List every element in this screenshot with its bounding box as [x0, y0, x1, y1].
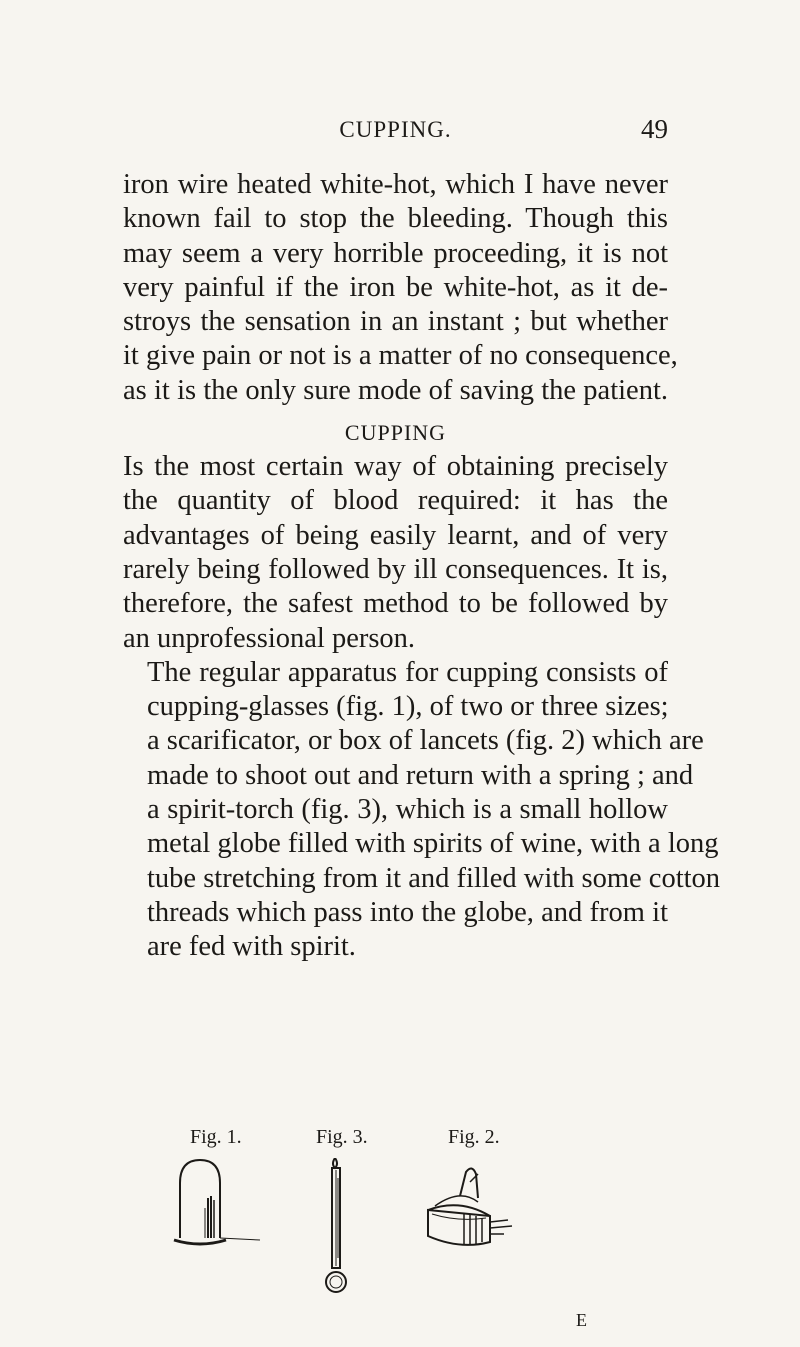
spirit-torch-icon: [326, 1158, 346, 1292]
text-line: iron wire heated white-hot, which I have never: [123, 169, 668, 200]
text-line: an unprofessional person.: [123, 622, 416, 654]
paragraph-2: [123, 450, 668, 656]
text-line: as it is the only sure mode of saving the patient.: [123, 374, 668, 406]
text-line: The regular apparatus for cupping consists of: [147, 656, 668, 688]
fig1-label: Fig. 1.: [190, 1126, 242, 1148]
text-line: are fed with spirit.: [147, 931, 356, 963]
text-line: Is the most certain way of obtaining precisely: [123, 451, 668, 483]
text-line: metal globe filled with spirits of wine, with a long: [147, 828, 719, 860]
body-text: [123, 168, 721, 965]
scarificator-icon: [428, 1168, 512, 1244]
paragraph-1: [123, 168, 678, 408]
text-line: it give pain or not is a matter of no consequence,: [123, 340, 678, 372]
apparatus-figures: [160, 1158, 620, 1308]
text-line: a spirit-torch (fig. 3), which is a small hollow: [147, 794, 668, 826]
running-title: CUPPING.: [339, 117, 452, 142]
paragraph-3: [123, 656, 721, 965]
cupping-glass-icon: [174, 1160, 260, 1244]
text-line: tube stretching from it and filled with some cotton: [147, 862, 721, 894]
text-line: the quantity of blood required: it has the: [123, 485, 668, 517]
text-line: made to shoot out and return with a spring ; and: [147, 759, 694, 791]
text-line: rarely being followed by ill consequences. It is,: [123, 553, 668, 585]
text-line: may seem a very horrible proceeding, it is not: [123, 237, 668, 269]
text-line: therefore, the safest method to be followed by: [123, 588, 668, 620]
text-line: a scarificator, or box of lancets (fig. 2) which are: [147, 725, 704, 757]
running-head: [123, 114, 668, 148]
text-line: known fail to stop the bleeding. Though this: [123, 203, 668, 235]
text-line: very painful if the iron be white-hot, as it de-: [123, 271, 668, 303]
text-line: advantages of being easily learnt, and of very: [123, 519, 668, 551]
fig3-label: Fig. 3.: [316, 1126, 368, 1148]
signature-mark: E: [576, 1310, 587, 1330]
page-number: 49: [641, 114, 668, 144]
fig2-label: Fig. 2.: [448, 1126, 500, 1148]
figure-labels: [190, 1126, 610, 1156]
section-heading: CUPPING: [344, 420, 447, 446]
text-line: cupping-glasses (fig. 1), of two or three sizes;: [147, 691, 669, 723]
text-line: threads which pass into the globe, and from it: [147, 896, 668, 928]
text-line: stroys the sensation in an instant ; but whether: [123, 306, 668, 338]
